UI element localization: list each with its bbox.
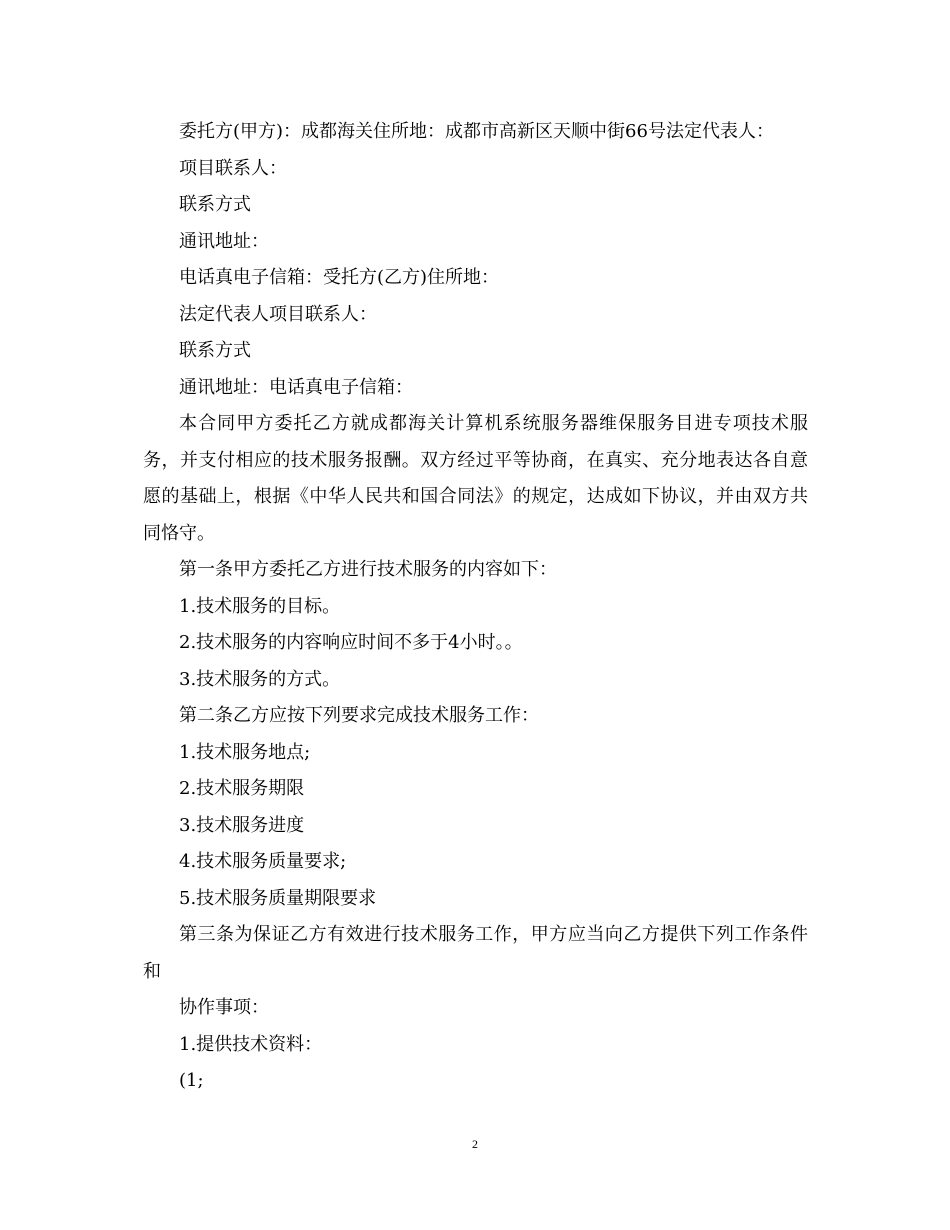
document-body [143,114,808,1100]
list-item: 1.技术服务的目标。 [179,595,341,617]
paragraph-contract-preamble: 本合同甲方委托乙方就成都海关计算机系统服务器维保服务目进专项技术服务，并支付相应的技术服务报酬。双方经过平等协商，在真实、充分地表达各自意愿的基础上，根据《中华人民共和国合同法》的规定，达成如下协议，并由双方共同恪守。 [143,413,808,544]
list-item: 3.技术服务进度 [179,814,305,836]
list-item: 4.技术服务质量要求; [179,851,347,872]
list-item: 3.技术服务的方式。 [179,668,341,690]
paragraph-contact-method-2: 联系方式 [179,340,251,361]
paragraph-project-contact: 项目联系人： [179,157,287,179]
paragraph-mailing-address: 通讯地址： [179,230,269,252]
list-item: 1.提供技术资料： [179,1033,323,1055]
paragraph-article-1: 第一条甲方委托乙方进行技术服务的内容如下： [179,559,557,580]
paragraph-mailing-address-2: 通讯地址：电话真电子信箱： [179,376,413,398]
page-number: 2 [472,1137,478,1151]
paragraph-principal: 委托方(甲方)：成都海关住所地：成都市高新区天顺中街66号法定代表人： [179,121,774,142]
paragraph-legal-rep: 法定代表人项目联系人： [179,303,377,325]
paragraph-phone-fax-email: 电话真电子信箱：受托方(乙方)住所地： [179,267,500,288]
list-item: (1; [179,1070,204,1091]
paragraph-contact-method: 联系方式 [179,194,251,215]
paragraph-cooperation-items: 协作事项： [179,997,269,1018]
list-item: 2.技术服务的内容响应时间不多于4小时。。 [179,632,523,653]
paragraph-article-2: 第二条乙方应按下列要求完成技术服务工作： [179,705,539,726]
list-item: 2.技术服务期限 [179,778,305,799]
paragraph-article-3: 第三条为保证乙方有效进行技术服务工作，甲方应当向乙方提供下列工作条件和 [143,924,808,982]
list-item: 5.技术服务质量期限要求 [179,887,377,909]
list-item: 1.技术服务地点; [179,741,311,763]
